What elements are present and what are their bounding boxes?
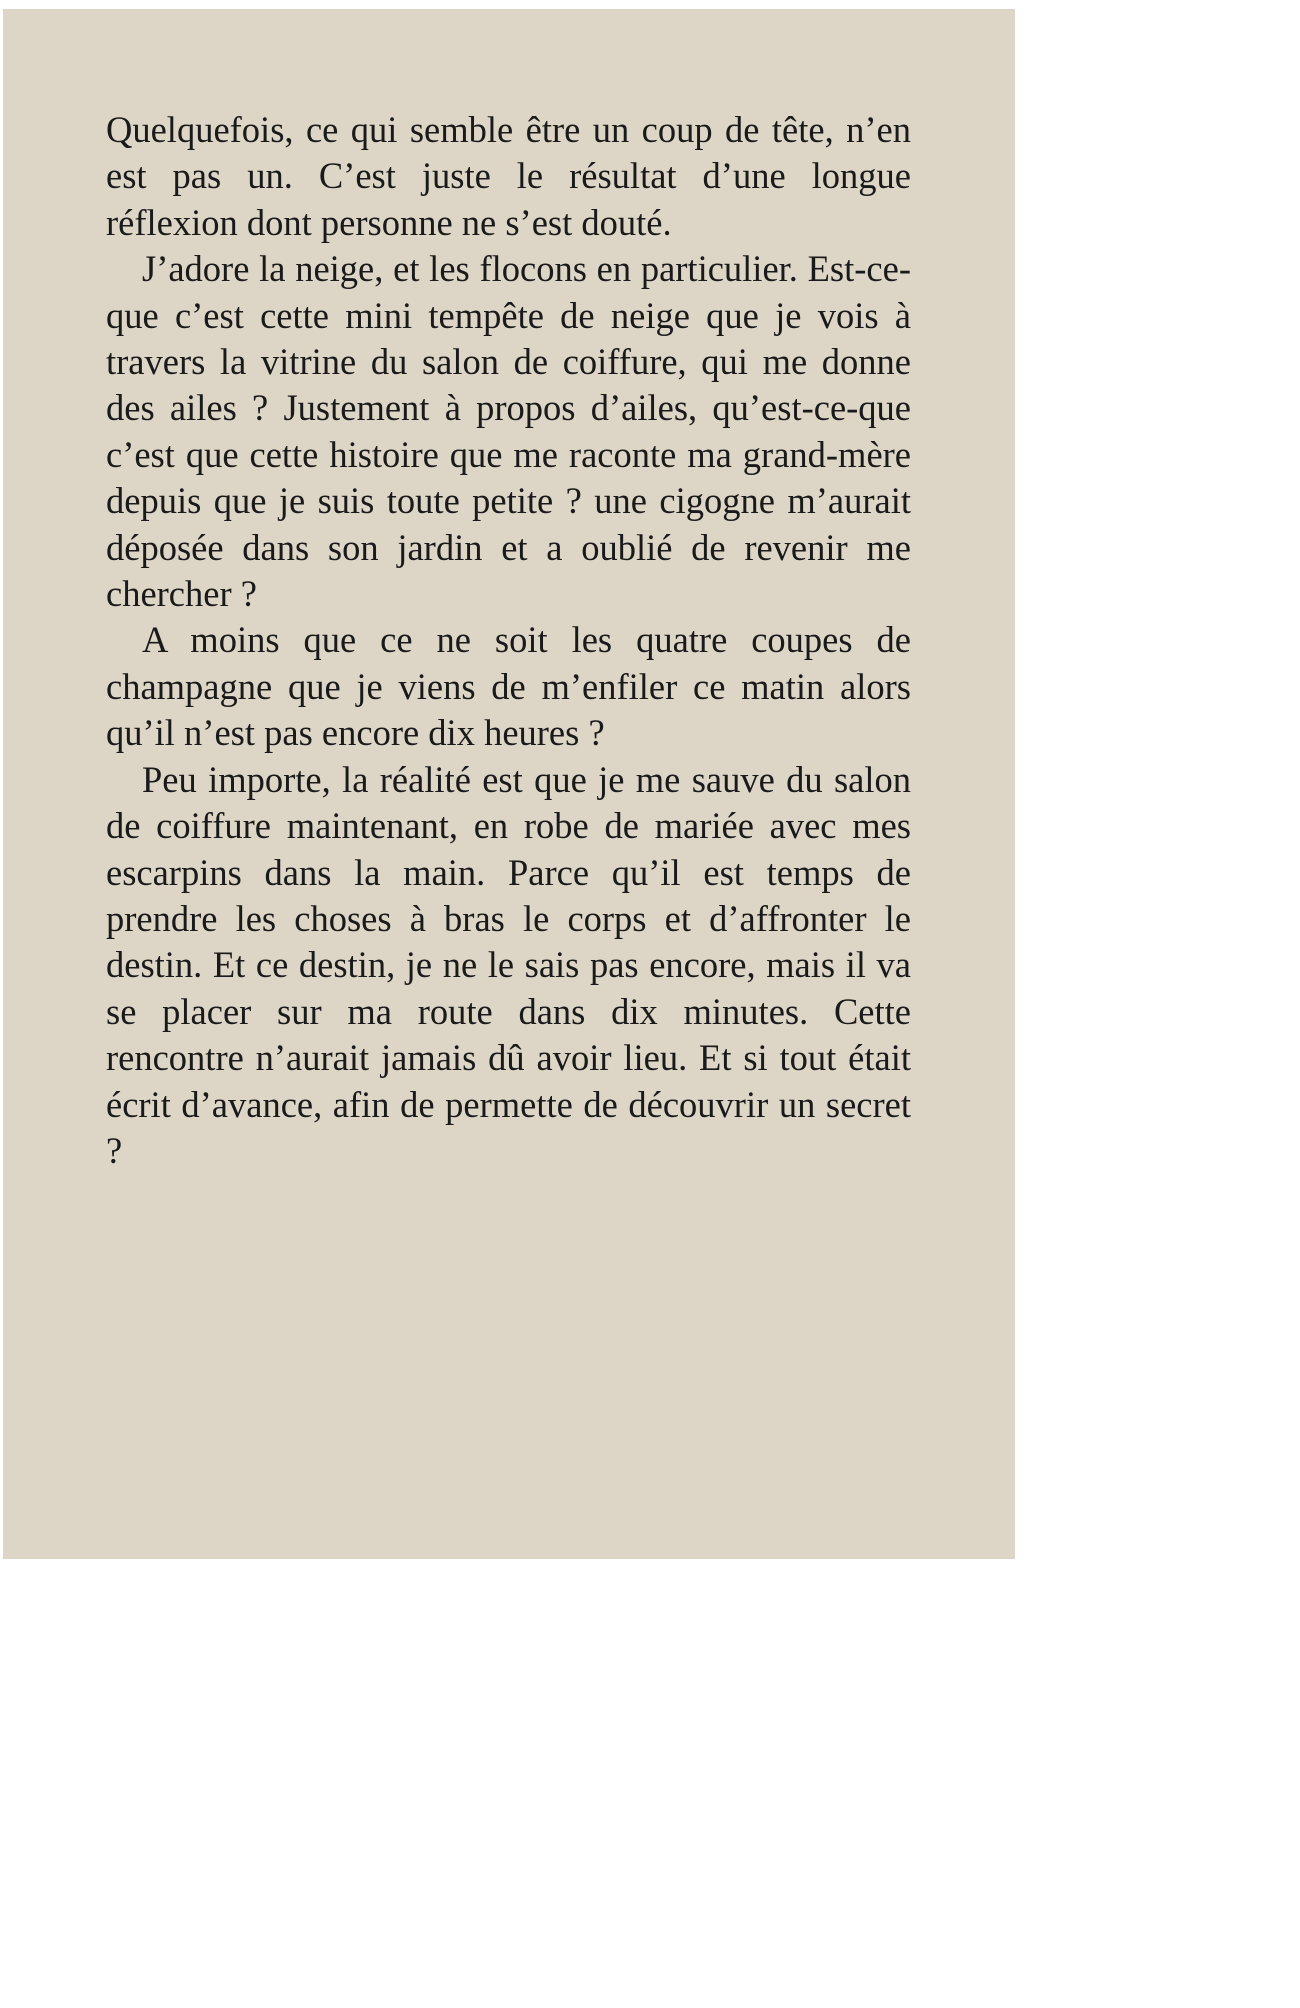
paragraph-1: Quelquefois, ce qui semble être un coup de tête, n’en est pas un. C’est juste le résultat d’une longue réflexion dont personne ne s’est douté. [106, 109, 911, 243]
paragraph-2: J’adore la neige, et les flocons en particulier. Est-ce-que c’est cette mini tempête de neige que je vois à travers la vitrine du salon de coiffure, qui me donne des ailes ? Justement à propos d’ailes, qu’est-ce-que c’est que cette histoire que me raconte ma grand-mère depuis que je suis toute petite ? une cigogne m’aurait déposée dans son jardin et a oublié de revenir me chercher ? [106, 248, 911, 615]
page-body-text [106, 107, 911, 1174]
paragraph-4: Peu importe, la réalité est que je me sauve du salon de coiffure maintenant, en robe de mariée avec mes escarpins dans la main. Parce qu’il est temps de prendre les choses à bras le corps et d’affronter le destin. Et ce destin, je ne le sais pas encore, mais il va se placer sur ma route dans dix minutes. Cette rencontre n’aurait jamais dû avoir lieu. Et si tout était écrit d’avance, afin de permette de découvrir un secret ? [106, 758, 911, 1171]
paragraph-3: A moins que ce ne soit les quatre coupes de champagne que je viens de m’enfiler ce matin alors qu’il n’est pas encore dix heures ? [106, 619, 911, 754]
book-page [3, 9, 1015, 1559]
